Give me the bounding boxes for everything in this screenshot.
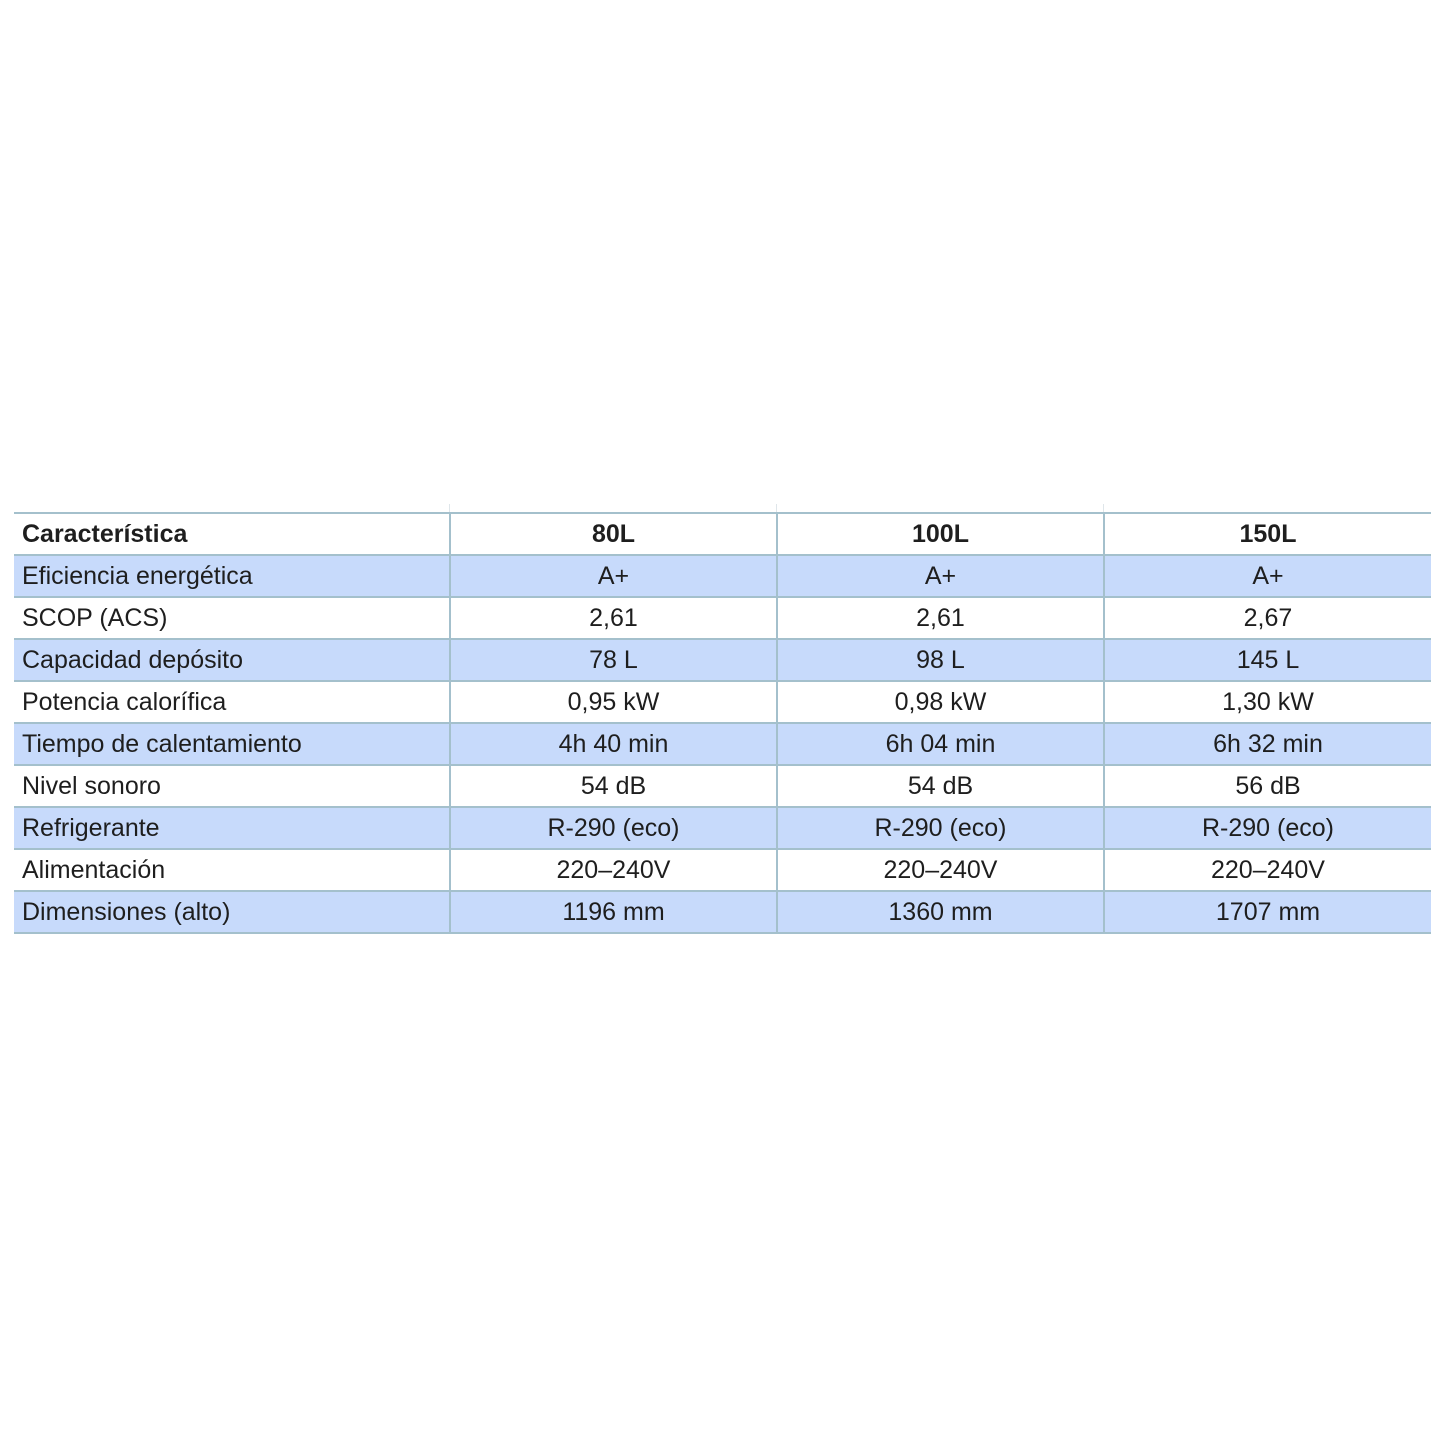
table-row [14,555,1431,597]
row-label: Tiempo de calentamiento [14,723,450,765]
cell-80l: R-290 (eco) [450,807,777,849]
cell-150l: 1,30 kW [1104,681,1431,723]
table-row [14,765,1431,807]
cell-150l: 56 dB [1104,765,1431,807]
cell-80l: 4h 40 min [450,723,777,765]
cell-100l: A+ [777,555,1104,597]
cell-100l: 98 L [777,639,1104,681]
cell-100l: 1360 mm [777,891,1104,933]
table-row [14,639,1431,681]
cell-150l: 1707 mm [1104,891,1431,933]
column-tick [1103,504,1104,512]
table-row [14,723,1431,765]
cell-80l: 0,95 kW [450,681,777,723]
cell-80l: 2,61 [450,597,777,639]
cell-100l: 2,61 [777,597,1104,639]
table-row [14,681,1431,723]
cell-80l: A+ [450,555,777,597]
header-150l: 150L [1104,513,1431,555]
spec-table-container [14,512,1431,934]
row-label: Eficiencia energética [14,555,450,597]
cell-150l: R-290 (eco) [1104,807,1431,849]
cell-80l: 78 L [450,639,777,681]
row-label: SCOP (ACS) [14,597,450,639]
row-label: Dimensiones (alto) [14,891,450,933]
cell-80l: 220–240V [450,849,777,891]
cell-80l: 54 dB [450,765,777,807]
table-row [14,891,1431,933]
cell-80l: 1196 mm [450,891,777,933]
row-label: Alimentación [14,849,450,891]
header-feature: Característica [14,513,450,555]
cell-100l: R-290 (eco) [777,807,1104,849]
header-80l: 80L [450,513,777,555]
cell-100l: 0,98 kW [777,681,1104,723]
column-tick [449,504,450,512]
cell-100l: 6h 04 min [777,723,1104,765]
cell-150l: 220–240V [1104,849,1431,891]
cell-150l: A+ [1104,555,1431,597]
column-tick [776,504,777,512]
row-label: Potencia calorífica [14,681,450,723]
row-label: Capacidad depósito [14,639,450,681]
row-label: Refrigerante [14,807,450,849]
header-100l: 100L [777,513,1104,555]
cell-150l: 145 L [1104,639,1431,681]
cell-150l: 2,67 [1104,597,1431,639]
table-row [14,849,1431,891]
cell-100l: 54 dB [777,765,1104,807]
table-row [14,807,1431,849]
cell-150l: 6h 32 min [1104,723,1431,765]
cell-100l: 220–240V [777,849,1104,891]
table-header-row [14,513,1431,555]
table-row [14,597,1431,639]
row-label: Nivel sonoro [14,765,450,807]
spec-comparison-table [14,512,1431,934]
